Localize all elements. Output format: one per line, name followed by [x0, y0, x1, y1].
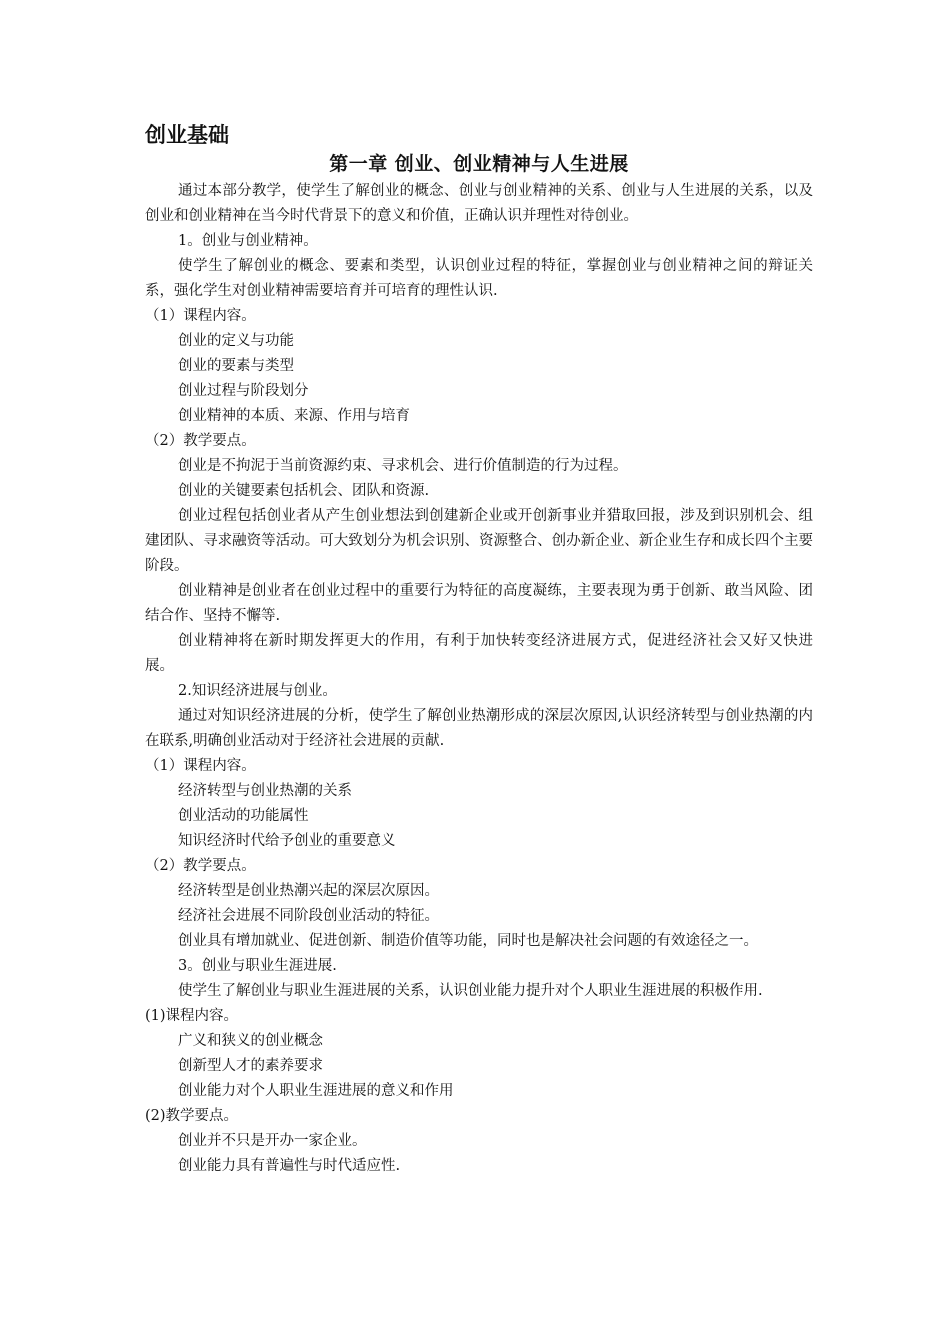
list-item: 1。创业与创业精神。	[178, 233, 318, 249]
body-paragraph: 使学生了解创业的概念、要素和类型，认识创业过程的特征，掌握创业与创业精神之间的辩证关系，强化学生对创业精神需要培育并可培育的理性认识.	[145, 258, 813, 299]
body-paragraph: 创业精神是创业者在创业过程中的重要行为特征的高度凝练，主要表现为勇于创新、敢当风险、团结合作、坚持不懈等.	[145, 583, 813, 624]
body-paragraph: 创业精神将在新时期发挥更大的作用，有利于加快转变经济进展方式，促进经济社会又好又快进展。	[145, 633, 813, 674]
body-paragraph: 经济社会进展不同阶段创业活动的特征。	[178, 908, 439, 924]
list-item: 创业精神的本质、来源、作用与培育	[178, 408, 410, 424]
body-paragraph: 创业过程包括创业者从产生创业想法到创建新企业或开创新事业并猎取回报，涉及到识别机会、组建团队、寻求融资等活动。可大致划分为机会识别、资源整合、创办新企业、新企业生存和成长四个主要阶段。	[145, 508, 813, 574]
body-paragraph: 通过本部分教学，使学生了解创业的概念、创业与创业精神的关系、创业与人生进展的关系，以及创业和创业精神在当今时代背景下的意义和价值，正确认识并理性对待创业。	[145, 183, 813, 224]
document-title: 创业基础	[145, 123, 229, 147]
list-item: 广义和狭义的创业概念	[178, 1033, 323, 1049]
list-item: 2.知识经济进展与创业。	[178, 683, 337, 699]
section-subheading: （1）课程内容。	[145, 758, 256, 774]
body-paragraph: 创业具有增加就业、促进创新、制造价值等功能，同时也是解决社会问题的有效途径之一。	[178, 933, 758, 949]
section-subheading: (2)教学要点。	[145, 1108, 239, 1124]
section-subheading: (1)课程内容。	[145, 1008, 239, 1024]
section-subheading: （2）教学要点。	[145, 433, 256, 449]
body-paragraph: 使学生了解创业与职业生涯进展的关系，认识创业能力提升对个人职业生涯进展的积极作用.	[178, 983, 763, 999]
body-paragraph: 经济转型是创业热潮兴起的深层次原因。	[178, 883, 439, 899]
list-item: 知识经济时代给予创业的重要意义	[178, 833, 396, 849]
list-item: 3。创业与职业生涯进展.	[178, 958, 337, 974]
list-item: 创业并不只是开办一家企业。	[178, 1133, 367, 1149]
chapter-title: 第一章 创业、创业精神与人生进展	[329, 153, 629, 175]
list-item: 经济转型与创业热潮的关系	[178, 783, 352, 799]
document-body	[145, 179, 813, 1179]
section-subheading: （2）教学要点。	[145, 858, 256, 874]
body-paragraph: 创业的关键要素包括机会、团队和资源.	[178, 483, 430, 499]
list-item: 创业能力具有普遍性与时代适应性.	[178, 1158, 401, 1174]
body-paragraph: 通过对知识经济进展的分析，使学生了解创业热潮形成的深层次原因,认识经济转型与创业热潮的内在联系,明确创业活动对于经济社会进展的贡献.	[145, 708, 813, 749]
list-item: 创业能力对个人职业生涯进展的意义和作用	[178, 1083, 454, 1099]
list-item: 创业活动的功能属性	[178, 808, 309, 824]
document-page	[145, 120, 813, 1179]
body-paragraph: 创业是不拘泥于当前资源约束、寻求机会、进行价值制造的行为过程。	[178, 458, 628, 474]
list-item: 创新型人才的素养要求	[178, 1058, 323, 1074]
section-subheading: （1）课程内容。	[145, 308, 256, 324]
list-item: 创业的要素与类型	[178, 358, 294, 374]
list-item: 创业的定义与功能	[178, 333, 294, 349]
list-item: 创业过程与阶段划分	[178, 383, 309, 399]
